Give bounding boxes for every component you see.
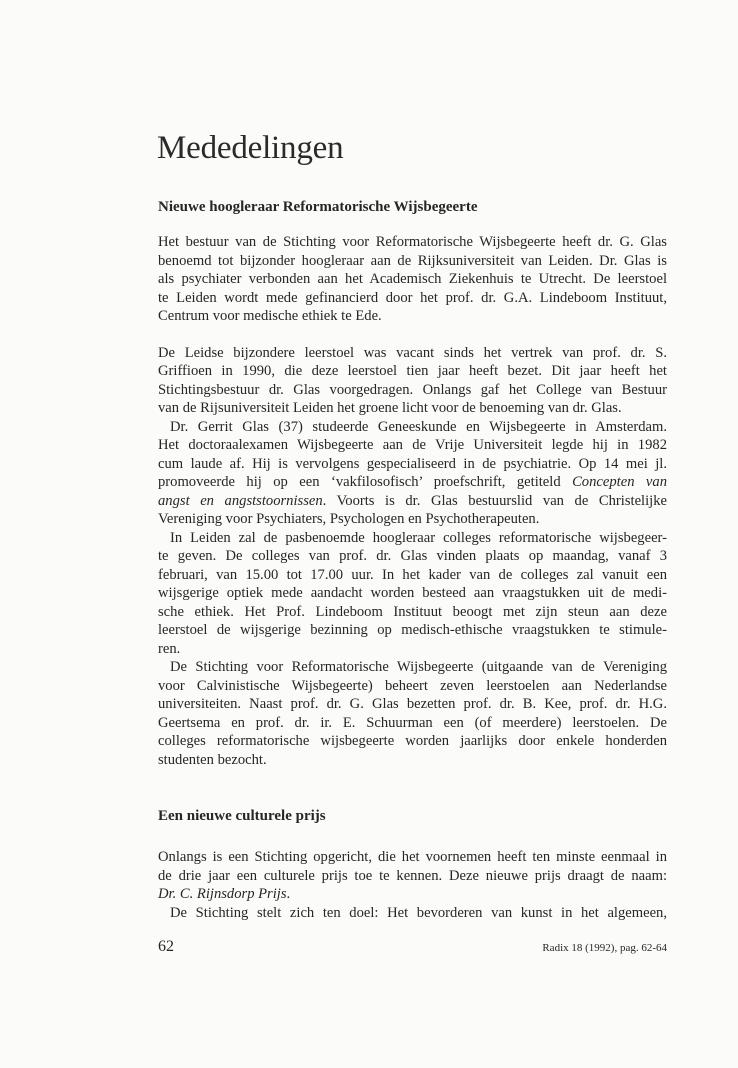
paragraph <box>158 904 667 923</box>
italic-text: angst en angststoornissen <box>158 492 323 509</box>
text-segment: voor Calvinistische Wijsbegeerte) beheert zeven leerstoelen aan Nederlandse <box>158 677 667 694</box>
paragraph <box>158 233 667 326</box>
paragraph-gap <box>158 326 667 344</box>
text-segment: Onlangs is een Stichting opgericht, die het voornemen heeft ten minste eenmaal in <box>158 849 667 865</box>
text-segment: Dr. Gerrit Glas (37) studeerde Geneeskunde en Wijsbegeerte in Amsterdam. <box>170 418 667 435</box>
text-line <box>158 547 667 566</box>
italic-text: Concepten van <box>572 474 667 490</box>
text-segment: als psychiater verbonden aan het Academisch Ziekenhuis te Utrecht. De leerstoel <box>158 271 667 287</box>
text-line <box>158 344 667 363</box>
section-heading-culture-prize: Een nieuwe culturele prijs <box>158 808 326 824</box>
text-line <box>158 640 667 659</box>
text-segment: leerstoel de wijsgerige bezinning op medisch-ethische vraagstukken te stimule- <box>158 622 667 638</box>
text-line <box>158 751 667 770</box>
text-line <box>158 455 667 474</box>
text-line <box>158 695 667 714</box>
text-segment: Vereniging voor Psychiaters, Psychologen en Psychotherapeuten. <box>158 511 540 527</box>
text-segment: universiteiten. Naast prof. dr. G. Glas bezetten prof. dr. B. Kee, prof. dr. H.G. <box>158 696 667 712</box>
text-line <box>158 885 667 904</box>
text-line <box>158 566 667 585</box>
text-segment: van de Rijsuniversiteit Leiden het groene licht voor de benoeming van dr. Glas. <box>158 400 622 416</box>
text-line <box>158 270 667 289</box>
text-line <box>158 399 667 418</box>
text-segment: De Stichting stelt zich ten doel: Het bevorderen van kunst in het algemeen, <box>170 904 667 921</box>
paragraph <box>158 658 667 769</box>
text-segment: te geven. De colleges van prof. dr. Glas vinden plaats op maandag, vanaf 3 <box>158 548 667 564</box>
text-line <box>158 307 667 326</box>
text-line <box>158 867 667 886</box>
section-body-new-professor <box>158 233 667 769</box>
text-line <box>158 529 667 548</box>
paragraph <box>158 529 667 659</box>
italic-text: Dr. C. Rijnsdorp Prijs <box>158 886 287 902</box>
text-segment: februari, van 15.00 tot 17.00 uur. In het kader van de colleges zal vanuit een <box>158 566 667 583</box>
text-segment: . <box>286 886 291 902</box>
text-segment: Griffioen in 1990, die deze leerstoel tien jaar heeft bezet. Dit jaar heeft het <box>158 363 667 379</box>
section-heading-new-professor: Nieuwe hoogleraar Reformatorische Wijsbegeerte <box>158 199 478 215</box>
text-line <box>158 603 667 622</box>
text-segment: de drie jaar een culturele prijs toe te kennen. Deze nieuwe prijs draagt de naam: <box>158 867 667 884</box>
text-line <box>158 362 667 381</box>
text-line <box>158 381 667 400</box>
text-line <box>158 289 667 308</box>
paragraph <box>158 848 667 904</box>
text-line <box>158 658 667 677</box>
text-line <box>158 584 667 603</box>
section-body-culture-prize <box>158 848 667 922</box>
paragraph <box>158 418 667 529</box>
text-segment: benoemd tot bijzonder hoogleraar aan de Rijksuniversiteit van Leiden. Dr. Glas is <box>158 252 667 269</box>
text-segment: In Leiden zal de pasbenoemde hoogleraar colleges reformatorische wijsbegeer- <box>170 529 667 546</box>
text-segment: colleges reformatorische wijsbegeerte worden jaarlijks door enkele honderden <box>158 733 667 749</box>
text-line <box>158 621 667 640</box>
page-number: 62 <box>158 938 174 955</box>
text-segment: Geertsema en prof. dr. ir. E. Schuurman een (of meerdere) leerstoelen. De <box>158 714 667 731</box>
text-segment: te Leiden wordt mede gefinancierd door het prof. dr. G.A. Lindeboom Instituut, <box>158 289 667 306</box>
text-line <box>158 418 667 437</box>
text-line <box>158 732 667 751</box>
text-segment: Stichtingsbestuur dr. Glas voorgedragen. Onlangs gaf het College van Bestuur <box>158 381 667 398</box>
text-line <box>158 252 667 271</box>
text-line <box>158 233 667 252</box>
text-segment: Het doctoraalexamen Wijsbegeerte aan de Vrije Universiteit legde hij in 1982 <box>158 437 667 453</box>
text-segment: . Voorts is dr. Glas bestuurslid van de Christelijke <box>322 492 667 509</box>
text-segment: sche ethiek. Het Prof. Lindeboom Instituut beoogt met zijn steun aan deze <box>158 603 667 620</box>
text-segment: ren. <box>158 640 181 657</box>
paragraph <box>158 344 667 418</box>
text-segment: cum laude af. Hij is vervolgens gespecialiseerd in de psychiatrie. Op 14 mei jl. <box>158 455 667 472</box>
text-line <box>158 714 667 733</box>
text-segment: Centrum voor medische ethiek te Ede. <box>158 308 382 324</box>
text-line <box>158 492 667 511</box>
text-segment: De Leidse bijzondere leerstoel was vacant sinds het vertrek van prof. dr. S. <box>158 344 667 361</box>
text-segment: promoveerde hij op een ‘vakfilosofisch’ proefschrift, getiteld <box>158 474 573 490</box>
text-segment: studenten bezocht. <box>158 751 267 768</box>
text-line <box>158 473 667 492</box>
text-line <box>158 677 667 696</box>
text-segment: Het bestuur van de Stichting voor Reformatorische Wijsbegeerte heeft dr. G. Glas <box>158 234 667 250</box>
text-line <box>158 848 667 867</box>
text-segment: De Stichting voor Reformatorische Wijsbegeerte (uitgaande van de Vereniging <box>170 659 667 675</box>
text-segment: wijsgerige optiek mede aandacht worden besteed aan vraagstukken uit de medi- <box>158 585 667 601</box>
text-line <box>158 510 667 529</box>
text-line <box>158 436 667 455</box>
page-title: Mededelingen <box>157 130 344 167</box>
text-line <box>158 904 667 923</box>
source-citation: Radix 18 (1992), pag. 62-64 <box>542 942 667 954</box>
